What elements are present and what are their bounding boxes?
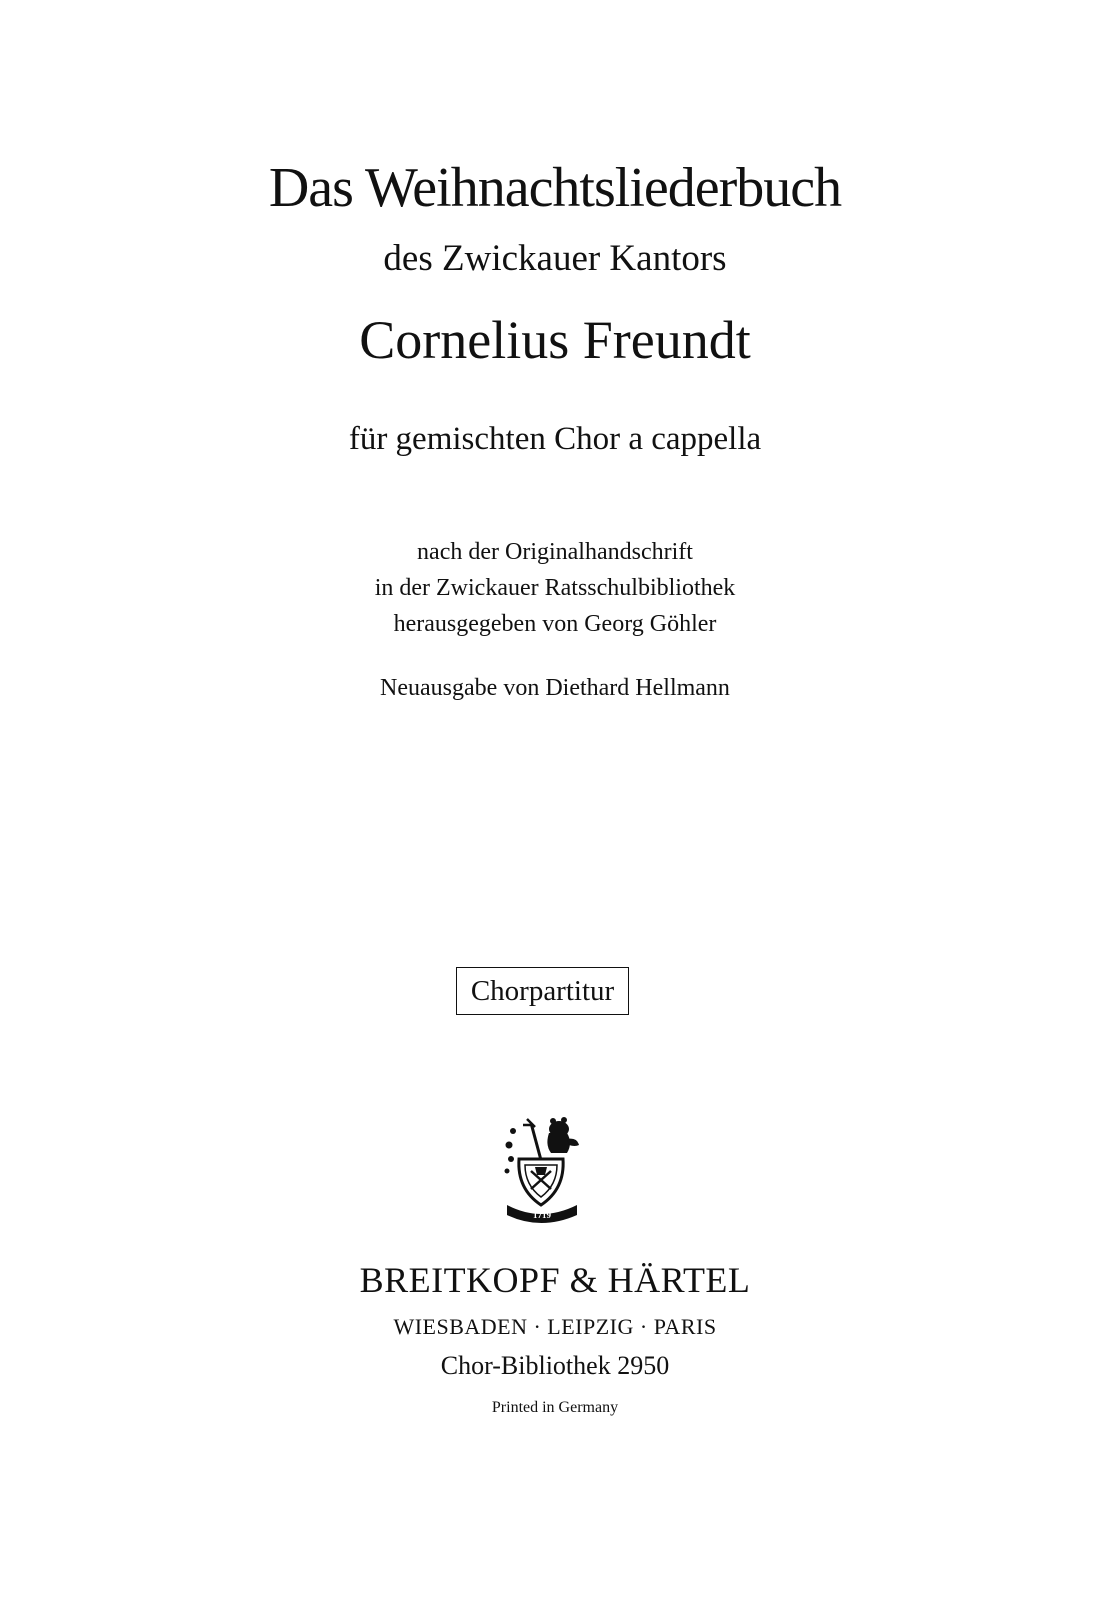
emblem-year: 1719 [533,1210,551,1220]
new-edition-credit: Neuausgabe von Diethard Hellmann [380,675,730,701]
book-title: Das Weihnachtsliederbuch [268,157,842,219]
publisher-cities: WIESBADEN · LEIPZIG · PARIS [393,1314,717,1339]
publisher-name: BREITKOPF & HÄRTEL [359,1260,751,1300]
scoring-line: für gemischten Chor a cappella [348,421,762,457]
book-subtitle: des Zwickauer Kantors [383,238,727,279]
printed-in-note: Printed in Germany [491,1399,619,1416]
source-line-2: in der Zwickauer Ratsschulbibliothek [374,575,736,601]
publisher-emblem-icon [501,1115,583,1223]
catalog-number: Chor-Bibliothek 2950 [440,1351,670,1380]
source-line-1: nach der Originalhandschrift [417,539,693,565]
composer-name: Cornelius Freundt [359,310,751,370]
edition-type-box: Chorpartitur [456,967,629,1015]
source-line-3: herausgegeben von Georg Göhler [393,611,717,637]
